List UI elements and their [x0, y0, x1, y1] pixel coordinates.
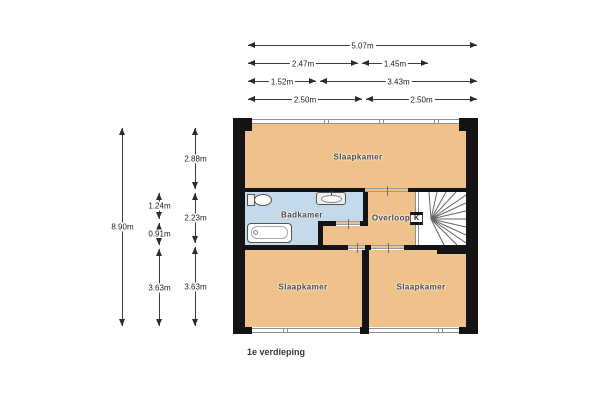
room-label-bedroom-top: Slaapkamer	[333, 152, 383, 162]
wall-bedroomtop-south-right	[408, 188, 466, 192]
window-bottom-left	[252, 328, 360, 333]
dim-label: 2.23m	[184, 213, 207, 223]
dim-left-124	[148, 193, 171, 219]
room-label-bedroom-left: Slaapkamer	[278, 282, 328, 292]
room-label-bathroom: Badkamer	[281, 210, 323, 220]
wall-middle-south-a	[245, 245, 348, 250]
bathtub-icon	[247, 223, 292, 243]
door-tick	[387, 186, 388, 196]
door-bedroom-left	[348, 245, 365, 249]
wall-corner-bottom-right	[459, 327, 478, 334]
window-top	[252, 119, 459, 124]
dim-left-total	[111, 128, 134, 326]
floor-caption: 1e verdieping	[247, 347, 306, 357]
window-mullion	[283, 328, 288, 333]
stairs-icon	[419, 192, 466, 245]
dim-label: 3.63m	[148, 283, 171, 292]
dim-top-total	[248, 41, 477, 50]
wall-bedroomtop-south-left	[245, 188, 365, 192]
window-mullion	[324, 119, 329, 124]
room-label-bedroom-right: Slaapkamer	[396, 282, 446, 292]
door-bedroom-top	[365, 188, 408, 192]
dim-label: 1.45m	[383, 59, 407, 68]
dim-top-row4-left	[248, 95, 362, 104]
dim-label: 8.90m	[111, 222, 134, 232]
sink-basin	[321, 195, 342, 203]
dim-top-row3-left	[248, 77, 316, 86]
wall-bedrooms-divider	[362, 250, 369, 327]
sink-tap	[331, 191, 332, 195]
bathtub-drain	[253, 230, 258, 235]
dim-left-091	[148, 223, 171, 245]
wall-bottom-middle-pier	[360, 327, 369, 334]
door-bathroom	[336, 221, 360, 225]
room-label-landing: Overloop	[371, 213, 411, 223]
wall-right	[466, 118, 478, 334]
window-mullion	[434, 119, 439, 124]
door-tick	[388, 243, 389, 253]
door-tick	[357, 243, 358, 253]
wall-corner-top-left	[233, 118, 252, 131]
stairs-treads	[419, 192, 466, 245]
dim-label: 2.50m	[293, 95, 317, 104]
dim-top-row2-left	[248, 59, 358, 68]
dim-label: 2.47m	[291, 59, 315, 68]
dim-top-row4-right	[366, 95, 477, 104]
dim-label: 3.63m	[184, 282, 207, 291]
dim-top-row2-right	[362, 59, 428, 68]
dim-left-363a	[148, 249, 171, 326]
dim-label: 2.50m	[410, 95, 433, 104]
dim-label: 1.52m	[270, 77, 294, 86]
dim-left-223	[184, 193, 207, 243]
dim-label: 0.91m	[148, 229, 171, 239]
door-bedroom-right	[371, 245, 404, 249]
floorplan	[233, 118, 478, 334]
room-landing-corridor	[323, 226, 368, 245]
wall-stairs-south-stub	[437, 245, 466, 254]
wall-corner-bottom-left	[233, 327, 252, 334]
closet-box: K	[410, 212, 423, 225]
sink-icon	[316, 192, 346, 205]
dim-top-row3-right	[320, 77, 477, 86]
dim-label: 2.88m	[184, 154, 207, 163]
wall-left	[233, 118, 245, 334]
dim-left-288	[184, 128, 207, 189]
wall-bathroom-east	[363, 192, 368, 224]
window-bottom-right	[369, 328, 459, 333]
wall-bathroom-south-b	[360, 221, 368, 226]
wall-bathroom-south-a	[323, 221, 336, 226]
window-mullion	[438, 328, 443, 333]
dim-label: 5.07m	[351, 41, 374, 50]
wall-corner-top-right	[459, 118, 478, 131]
window-mullion	[379, 119, 384, 124]
dim-label: 3.43m	[387, 77, 410, 86]
dim-left-363b	[184, 247, 207, 326]
door-tick	[348, 219, 349, 229]
toilet-bowl-icon	[254, 194, 272, 206]
dim-label: 1.24m	[148, 201, 171, 211]
